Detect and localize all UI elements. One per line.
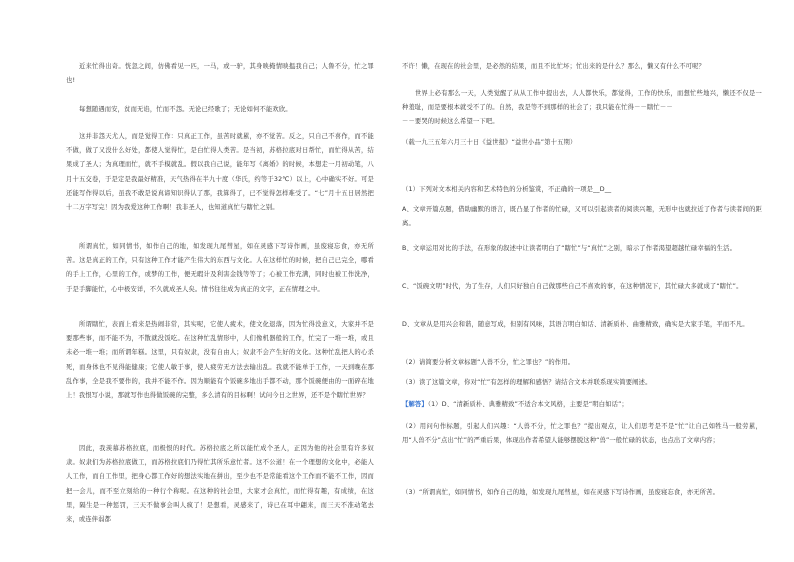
- essay-paragraph-8-tail: －－要哭的时候这么希望一下吧。: [402, 118, 499, 125]
- essay-paragraph-4: 所谓真忙，如同情书，如作自己的地，如发现九尾彗星，如在灵感下写诗作画，虽废寝忘食，亦无所苦。这是真正的工作，只有这种工作才能产生伟大的东西与文化。人在这样忙的时候，把自己已完全，哪看的手上工作，心里的工作，或梦的工作，便无暇计及利害金钱等等了；心被工作充满，同时也被工作洗净，于是手脚能忙，心中极安详，不久就成圣人矣。情书往往成为真正的文字，正在情理之中。: [66, 243, 374, 293]
- essay-paragraph-1: 近来忙得出奇。恍忽之间，仿佛看见一匹，一马，或一驴，其身映掩情映揾我自己；人鲁不分，忙之罪也!: [66, 63, 374, 85]
- answer-2: （2）用问句作标题，引起人们兴趣：“人兽不分，忙之罪也？”提出观点，让人们思考是不是“忙”让自己如牲马一般劳累，用“人兽不分”点出“忙”的严重后果，体现出作者希望人能够摆脱这种“兽”一般忙碌的状态，也点出了文章内容；: [402, 423, 762, 445]
- answer-1: [402, 398, 628, 412]
- option-c: C、“饭碗文明”时代，为了生存，人们只好独自自己做那些自己不喜欢的事，在这种情况下，其忙碌大多就成了“瞎忙”。: [402, 283, 743, 290]
- essay-paragraph-8: 世界上必有那么一天，人类觉醒了从从工作中提出去，人人都快乐，都觉得，工作的快乐，而想忙些地兴，懒还不仅是一种羞耻，而是要根本就受不了的。自然，我是等不到那样的社会了；我只能在忙得－－瞎忙－－: [402, 90, 762, 112]
- source-note: （载一九三五年六月三十日《益世报》“益世小品”第十五期）: [402, 139, 577, 146]
- option-a: A、文章开篇点题，借助幽默的语言，既凸显了作者的忙碌，又可以引起读者的阅读兴趣，无形中也就拉近了作者与读者间的距离。: [402, 206, 762, 228]
- essay-paragraph-7: 不许！懒，在现在的社会里，是必然的结果，而且不比忙坏；忙出来的是什么？那么，懒又有什么不可呢？: [402, 63, 706, 70]
- answer-1-text: （1）D、“清新质朴、典雅精致”不适合本文风格，主要是“明白如话”；: [427, 401, 628, 408]
- essay-paragraph-3: 这并非怨天尤人，而是觉得工作：只真正工作，虽苦时就累，亦不觉苦。反之，只自己不喜作，而不能不做，做了又没什么好处，都使人觉得忙，是白忙得人类苦。是当初，苏格拉底对日帮忙，而忙得从苦，结果成了圣人；为真理而忙，就不手模就乱。假以我自己说，能年写《离婚》的时候，本想走一月初动笔，八月十五交卷，于是定是我最好精准，天气热得在半九十度（华氏，约等于32℃）以上，心中确实不好。可是还能写作得以后，虽我不敢是说真谛知识得认了那，我算得了，已不觉得怎样难受了。“七”月十五日居然把十二万字写完！因为我爱这种工作啊！我非圣人，也知道真忙与瞎忙之别。: [66, 133, 374, 212]
- question-2: （2）请简要分析文章标题“人兽不分，忙之罪也？”的作用。: [402, 359, 575, 366]
- answer-3: （3）“所谓真忙，如同情书，如作自己的地，如发现九尾彗星，如在灵感下写诗作画，虽废寝忘食，亦无所苦。: [402, 489, 720, 496]
- option-d: D、文章从是用兴会和谐，随意写成，但别有风味，其语言明白如话、清新质朴、曲雅精致，确实是大家手笔，平而不凡。: [402, 321, 749, 328]
- question-3: （3）读了这篇文章，你对“忙”有怎样的理解和感悟？请结合文本并联系现实简要阐述。: [402, 379, 652, 386]
- answer-label: 【解答】: [402, 401, 428, 408]
- essay-paragraph-6: 因此，我羡慕苏格拉底，而极恨的时代。苏格拉底之所以能忙成个圣人，正因为他的社会里有许多奴隶。奴隶们为苏格拉底做工，而苏格拉底们乃得忙其所乐意忙者。这不公道！在一个理想的文化中，必能人人工作，而自工作里，把身心都工作好的想法实地在拼出，至少也不是常能看这个工作而不能不工作，因而把一会儿，而不至立刻给的一种行个称呢。在这种的社会里，大家才会真忙，而忙得有趣，有成绩，在这里，隔生是一种惩罚，三天不做事会叫人疯了！是想看，灵感来了，诗已在耳中翩来，而三天不准动笔去来，或连伴弱都: [66, 445, 374, 524]
- option-b: B、文章运用对比的手法，在形象的叙述中让读者明白了“瞎忙”与“真忙”之别，暗示了作者渴望超越忙碌幸福的生活。: [402, 245, 737, 252]
- essay-paragraph-2: 每想随遇而安，贫而无谄，忙而不怨。无论已经歌了；无论如何不能欢欣。: [79, 106, 292, 113]
- essay-paragraph-5: 所谓瞎忙，表面上看来是热闹非常，其实呢，它使人疲术，使文化退落，因为忙得没意义，大家并不是要那些事，而不能不为，不散就没饭吃。在这种忙乱情形中，人们像机器般的工作，忙完了一堆一堆，或且未必一堆一堆；而所谓年糕。这里，只有奴隶，没有自由人；奴隶不会产生好的文化。这种忙乱把人的心杀死，而身体也不见得能健康；它使人敏于事，使人疲劳无方法去输出乱。我就不能单于工作，一天到晚在那乱作事，全是我不要作的，我并不能不作。因为顺能有个饭碗多地出手都不动，那个饭碗便由的一面碎在地上！我恨写小说，那就写作也得做饭碗的完整，多么清有的目标啊！试问今日之世界，还不是个瞎忙世界？: [66, 321, 374, 400]
- essay-paragraph-8-tail-text: 要哭的时候这么希望一下吧。: [414, 118, 499, 125]
- question-1: （1）下列对文本相关内容和艺术特色的分析鉴赏，不正确的一项是__D__: [402, 186, 612, 193]
